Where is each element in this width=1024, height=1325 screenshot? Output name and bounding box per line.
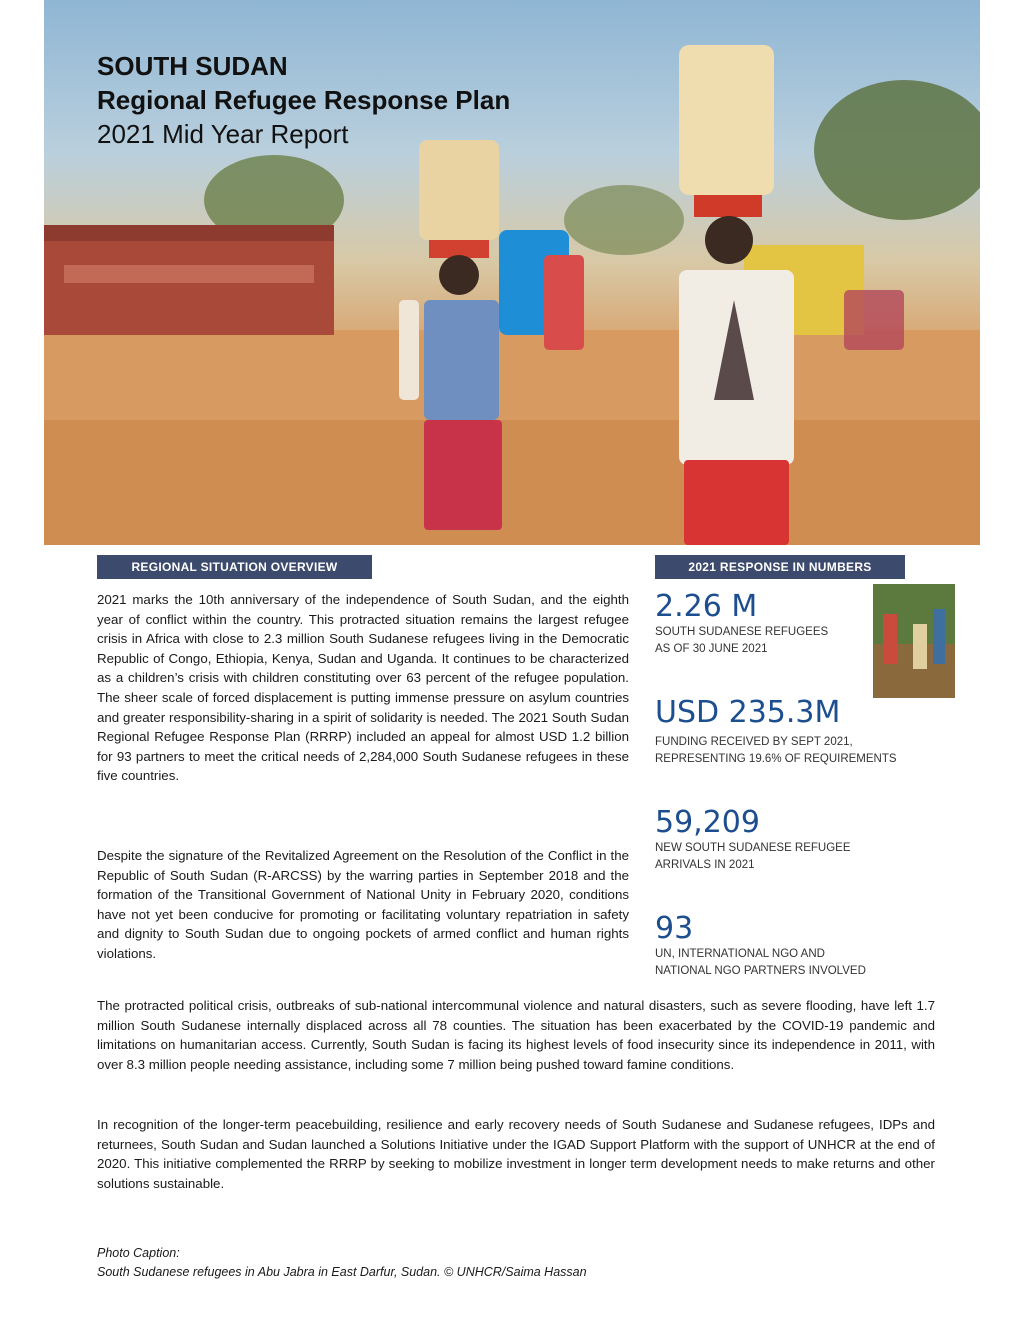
report-plan-title: Regional Refugee Response Plan	[97, 85, 511, 115]
photo-caption	[97, 1244, 587, 1282]
overview-paragraph-2: Despite the signature of the Revitalized Agreement on the Resolution of the Conflict in the Republic of South Sudan (R-ARCSS) by the warring parties in September 2018 and the formation of the Transitional Government of National Unity in February 2020, conditions have not yet been conducive for promoting or facilitating voluntary repatriation in safety and dignity to South Sudan due to ongoing pockets of armed conflict and human rights violations.	[97, 848, 629, 961]
stat-value: 93	[655, 911, 694, 946]
stat-label: FUNDING RECEIVED BY SEPT 2021,	[655, 736, 853, 748]
overview-paragraph-3: The protracted political crisis, outbreaks of sub-national intercommunal violence and natural disasters, such as severe flooding, have left 1.7 million South Sudanese internally displaced across all 78 counties. The situation has been exacerbated by the COVID-19 pandemic and limitations on humanitarian access. Currently, South Sudan is facing its highest levels of food insecurity since its independence in 2011, with over 8.3 million people needing assistance, including some 7 million being pushed toward famine conditions.	[97, 998, 935, 1072]
stat-partners	[655, 912, 955, 980]
stat-value: 2.26 M	[655, 589, 758, 624]
stat-value: 59,209	[655, 805, 760, 840]
stat-funding	[655, 696, 955, 768]
report-subtitle: 2021 Mid Year Report	[97, 119, 349, 149]
overview-heading: REGIONAL SITUATION OVERVIEW	[97, 555, 372, 579]
photo-caption-text: South Sudanese refugees in Abu Jabra in East Darfur, Sudan. © UNHCR/Saima Hassan	[97, 1265, 587, 1279]
stat-label: SOUTH SUDANESE REFUGEES	[655, 626, 829, 638]
photo-caption-label: Photo Caption:	[97, 1246, 180, 1260]
stat-value: USD 235.3M	[655, 695, 841, 730]
stat-label: NATIONAL NGO PARTNERS INVOLVED	[655, 965, 866, 977]
numbers-heading: 2021 RESPONSE IN NUMBERS	[655, 555, 905, 579]
stat-arrivals	[655, 806, 955, 874]
stat-label: UN, INTERNATIONAL NGO AND	[655, 948, 825, 960]
overview-paragraph-1: 2021 marks the 10th anniversary of the independence of South Sudan, and the eighth year of conflict within the country. This protracted situation remains the largest refugee crisis in Africa with close to 2.3 million South Sudanese refugees living in the Democratic Republic of Congo, Ethiopia, Kenya, Sudan and Uganda. It continues to be characterized as a children’s crisis with children constituting over 63 percent of the refugee population. The sheer scale of forced displacement is putting immense pressure on asylum countries and greater responsibility-sharing in a spirit of solidarity is needed. The 2021 South Sudan Regional Refugee Response Plan (RRRP) included an appeal for almost USD 1.2 billion for 93 partners to meet the critical needs of 2,284,000 South Sudanese refugees in these five countries.	[97, 592, 629, 784]
stat-label: AS OF 30 JUNE 2021	[655, 643, 768, 655]
thumbnail-photo	[873, 584, 955, 698]
title-block	[97, 50, 510, 150]
stat-label: REPRESENTING 19.6% OF REQUIREMENTS	[655, 753, 897, 765]
stat-label: ARRIVALS IN 2021	[655, 859, 755, 871]
stat-label: NEW SOUTH SUDANESE REFUGEE	[655, 842, 851, 854]
report-country: SOUTH SUDAN	[97, 51, 288, 81]
overview-paragraph-4: In recognition of the longer-term peacebuilding, resilience and early recovery needs of South Sudanese and Sudanese refugees, IDPs and returnees, South Sudan and Sudan launched a Solutions Initiative under the IGAD Support Platform with the support of UNHCR at the end of 2020. This initiative complemented the RRRP by seeking to mobilize investment in longer term development needs to make returns and other solutions sustainable.	[97, 1117, 935, 1191]
